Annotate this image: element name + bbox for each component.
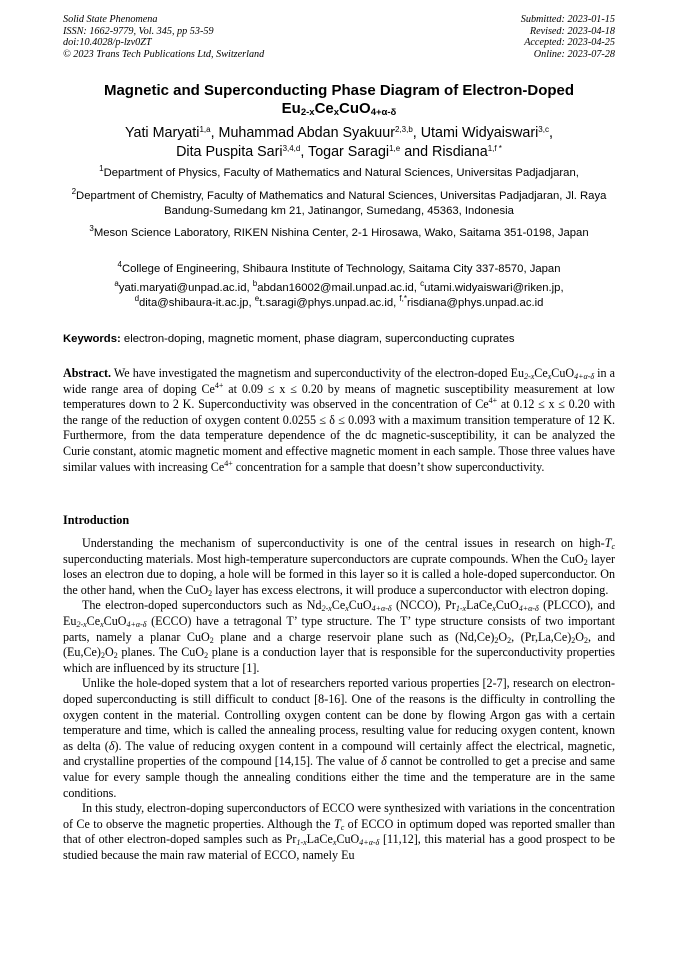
issn-volume: ISSN: 1662-9779, Vol. 345, pp 53-59 (63, 25, 214, 37)
introduction-body (63, 536, 615, 863)
paper-title (50, 82, 628, 118)
revised-date: Revised: 2023-04-18 (529, 25, 615, 37)
title-line-1: Magnetic and Superconducting Phase Diagram of Electron-Doped (103, 82, 575, 99)
keywords (63, 332, 618, 347)
affiliation-2: $^2$Department of Chemistry, Faculty of Mathematics and Natural Sciences, Universitas Padjadjaran, Jl. Raya Bandung-Sumedang km 21, Jatinangor, Sumedang, 45363, Indonesia (71, 187, 607, 218)
affiliation-3: $^3$Meson Science Laboratory, RIKEN Nishina Center, 2-1 Hirosawa, Wako, Saitama 351-0198, Japan (89, 224, 589, 239)
author-name: Utami Widyaiswari (420, 125, 539, 141)
author-name: Risdiana (432, 143, 488, 160)
abstract-label: Abstract. (63, 366, 112, 380)
author-list (50, 124, 628, 161)
journal-name: Solid State Phenomena (63, 14, 158, 25)
author-line-2: Dita Puspita Sari$^{3,4,d}$, Togar Saragi$^{1,e}$ and Risdiana$^{1,f *}$ (176, 143, 502, 160)
intro-paragraph-4: In this study, electron-doping superconductors of ECCO were synthesized with variations in the concentration of Ce to observe the magnetic properties. Although the $T_c$ of ECCO in optimum doped was reported smaller than that of other electron-doped samples such as $Pr_{1-x}LaCe_xCuO_{4+\alpha-\delta}$ [11,12], this material has a good prospect to be studied because the main raw material of ECCO, namely Eu (63, 801, 615, 862)
email-link[interactable]: utami.widyaiswari@riken.jp, (424, 282, 564, 294)
author-name: Dita Puspita Sari (176, 143, 283, 160)
submitted-date: Submitted: 2023-01-15 (520, 14, 615, 25)
author-line-1: Yati Maryati$^{1,a}$, Muhammad Abdan Syakuur$^{2,3,b}$, Utami Widyaiswari$^{3,c}$, (125, 125, 553, 141)
email-link[interactable]: yati.maryati@unpad.ac.id, (118, 282, 253, 294)
title-formula: $Eu_{2-x}Ce_xCuO_{4+\alpha-\delta}$ (281, 100, 397, 118)
keywords-text: electron-doping, magnetic moment, phase diagram, superconducting cuprates (123, 333, 515, 345)
author-name: Yati Maryati (125, 125, 200, 141)
intro-paragraph-3: Unlike the hole-doped system that a lot of researchers reported various properties [2-7], research on electron-doped superconducting is still difficult to conduct [8-16]. One of the reasons is the difficulty in controlling the oxygen content in the material. Controlling oxygen content can be done by flowing Argon gas with a certain temperature and time, which is called the annealing process, resulting value for reducing oxygen content, known as delta (δ). The value of reducing oxygen content in a compound will certainly affect the electrical, magnetic, and crystalline properties of the compound [14,15]. The value of δ cannot be controlled to get a precise and same value for every sample though the annealing conditions either the time and the temperature are in the same conditions. (63, 676, 616, 800)
intro-paragraph-2: The electron-doped superconductors such as $Nd_{2-x}Ce_xCuO_{4+\alpha-\delta}$ (NCCO), $Pr_{1-x}LaCe_xCuO_{4+\alpha-\delta}$ (PLCCO), and $Eu_{2-x}Ce_xCuO_{4+\alpha-\delta}$ (ECCO) have a tetragonal T’ type structure. The T’ type structure consists of two important parts, namely a planar CuO$_2$ plane and a charge reservoir plane such as $(Nd,Ce)_2O_2$, $(Pr,La,Ce)_2O_2$, and $(Eu,Ce)_2O_2$ planes. The CuO$_2$ plane is a conduction layer that is responsible for the superconductivity properties which are influenced by its structure [1]. (63, 598, 616, 675)
intro-paragraph-1: Understanding the mechanism of superconductivity is one of the central issues in research on high-$T_c$ superconducting materials. Most high-temperature superconductors are cuprate compounds. When the CuO$_2$ layer loses an electron due to doping, a hole will be formed in this layer so it is called a hole-doped superconductor. On the other hand, when the CuO$_2$ layer has excess electrons, it will produce a superconductor with electron doping. (63, 536, 616, 598)
email-link[interactable]: risdiana@phys.unpad.ac.id (406, 297, 544, 310)
author-name: Muhammad Abdan Syakuur (218, 125, 395, 141)
journal-header-right (521, 14, 615, 60)
keywords-label: Keywords: (63, 333, 121, 345)
email-link[interactable]: t.saragi@phys.unpad.ac.id, (259, 297, 400, 310)
online-date: Online: 2023-07-28 (533, 48, 615, 60)
copyright: © 2023 Trans Tech Publications Ltd, Switzerland (63, 48, 265, 60)
doi: doi:10.4028/p-lzv0ZT (63, 37, 152, 49)
abstract: Abstract. We have investigated the magnetism and superconductivity of the electron-doped $Eu_{2-x}Ce_xCuO_{4+\alpha-\delta}$ in a wide range area of doping $Ce^{4+}$ at 0.09 ≤ x ≤ 0.20 by means of magnetic susceptibility measurement at low temperatures down to 2 K. Superconductivity was observed in the concentration of $Ce^{4+}$ at 0.12 ≤ x ≤ 0.20 with the range of the reduction of oxygen content 0.0255 ≤ δ ≤ 0.093 with a maximum transition temperature of 12 K. Furthermore, from the data temperature dependence of the dc magnetic-susceptibility, it can be analyzed the Curie constant, atomic magnetic moment and effective magnetic moment in each sample. Those three values have similar values with increasing $Ce^{4+}$ concentration for a sample that doesn’t show superconductivity. (63, 366, 615, 474)
accepted-date: Accepted: 2023-04-25 (524, 37, 615, 49)
author-name: Togar Saragi (308, 143, 390, 160)
affiliation-1: $^1$Department of Physics, Faculty of Mathematics and Natural Sciences, Universitas Padjadjaran, (99, 164, 579, 179)
journal-header-left (63, 14, 264, 60)
affiliation-4: $^4$College of Engineering, Shibaura Institute of Technology, Saitama City 337-8570, Japan (117, 260, 561, 275)
author-emails: $^a$yati.maryati@unpad.ac.id, $^b$abdan16002@mail.unpad.ac.id, $^c$utami.widyaiswari@riken.jp, $^d$dita@shibaura-it.ac.jp, $^e$t.saragi@phys.unpad.ac.id, $^{f,*}$risdiana@phys.unpad.ac.id (114, 279, 564, 310)
email-link[interactable]: abdan16002@mail.unpad.ac.id, (257, 282, 421, 294)
email-link[interactable]: dita@shibaura-it.ac.jp, (139, 297, 255, 310)
introduction-heading: Introduction (63, 513, 130, 527)
